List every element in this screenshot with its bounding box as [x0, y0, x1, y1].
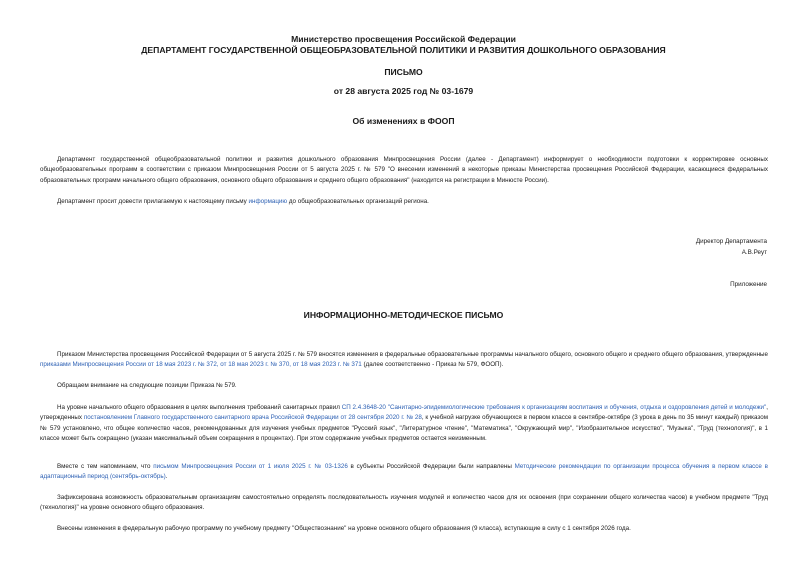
department-name: ДЕПАРТАМЕНТ ГОСУДАРСТВЕННОЙ ОБЩЕОБРАЗОВАТЕЛЬНОЙ ПОЛИТИКИ И РАЗВИТИЯ ДОШКОЛЬНОГО ОБРАЗОВАНИЯ — [141, 45, 666, 55]
paragraph-text: Вместе с тем напоминаем, что — [57, 463, 154, 470]
paragraph-text: (далее соответственно - Приказ № 579, ФООП). — [361, 361, 504, 369]
info-paragraph-2: Обращаем внимание на следующие позиции Приказа № 579. — [57, 382, 237, 389]
paragraph-text: На уровне начального общего образования в целях выполнения требований санитарных правил — [57, 404, 342, 411]
paragraph-text: , к учебной нагрузке обучающихся в первом классе в сентябре-октябре (3 урока в день по 35 минут каждый) приказом № 579 установлено, что общее количество часов, рекомендованных для изучения учебных предметов "Русский язык", "Литературное чтение", "Математика", "Окружающий мир", "Изобразительное искусство", "Музыка", "Труд (технология)", в 1 классе может быть сокращено (указан максимальный объем сокращения в процентах). При этом содержание учебных предметов остается неизменным. — [40, 414, 769, 442]
info-letter-title: ИНФОРМАЦИОННО-МЕТОДИЧЕСКОЕ ПИСЬМО — [303, 310, 504, 320]
appendix-label: Приложение — [730, 281, 767, 288]
resolution-link[interactable]: постановлением Главного государственного санитарного врача Российской Федерации от 28 сентября 2020 г. № 28 — [83, 414, 422, 422]
info-paragraph-3 — [40, 403, 768, 444]
document-subject: Об изменениях в ФООП — [352, 116, 455, 126]
info-paragraph-5: Зафиксирована возможность образовательным организациям самостоятельно определять последовательность изучения модулей и количество часов для их освоения (при сохранении общего количества часов) в учебном предмете "Труд (технология)" на уровне основного общего образования. — [40, 494, 768, 512]
signature-name: А.В.Реут — [741, 249, 767, 256]
letter-paragraph-1: Департамент государственной общеобразовательной политики и развития дошкольного образования Минпросвещения России (далее - Департамент) информирует о необходимости подготовки к корректировке основных общеобразовательных программ в соответствии с приказом Минпросвещения России от 5 августа 2025 г. № 579 "О внесении изменений в некоторые приказы Министерства просвещения Российской Федерации, касающиеся федеральных образовательных программ начального общего образования, основного общего образования и среднего общего образования" (находится на регистрации в Минюсте России). — [40, 156, 768, 184]
ministry-letter-link[interactable]: письмом Минпросвещения России от 1 июля 2025 г. № 03-1326 — [153, 463, 348, 470]
paragraph-text: . — [165, 473, 168, 481]
signature-position: Директор Департамента — [695, 238, 767, 245]
paragraph-text: в субъекты Российской Федерации были направлены — [347, 463, 515, 470]
document-date-number: от 28 августа 2025 год № 03-1679 — [333, 86, 474, 96]
paragraph-text: Департамент просит довести прилагаемую к настоящему письму — [57, 198, 249, 205]
methodical-recommendations-link[interactable]: Методические рекомендации по организации процесса обучения в первом классе в адаптационный период (сентябрь-октябрь) — [40, 463, 768, 481]
ministry-name: Министерство просвещения Российской Федерации — [291, 34, 516, 44]
information-link[interactable]: информацию — [248, 198, 288, 205]
sanitary-rules-link[interactable]: СП 2.4.3648-20 "Санитарно-эпидемиологические требования к организациям воспитания и обучения, отдыха и оздоровления детей и молодежи" — [341, 404, 767, 411]
paragraph-text: до общеобразовательных организаций региона. — [287, 198, 429, 205]
document-type: ПИСЬМО — [384, 67, 423, 77]
info-paragraph-4 — [40, 462, 768, 483]
info-paragraph-6: Внесены изменения в федеральную рабочую программу по учебному предмету "Обществознание" на уровне основного общего образования (9 класса), вступающие в силу с 1 сентября 2026 года. — [57, 525, 631, 532]
paragraph-text: , утвержденных — [40, 404, 768, 422]
info-paragraph-1 — [40, 350, 768, 371]
paragraph-text: Приказом Министерства просвещения Российской Федерации от 5 августа 2025 г. № 579 вносятся изменения в федеральные образовательные программы начального общего, основного общего и среднего общего образования, утвержденные — [57, 351, 768, 358]
orders-link[interactable]: приказами Минпросвещения России от 18 мая 2023 г. № 372, от 18 мая 2023 г. № 370, от 18 мая 2023 г. № 371 — [40, 361, 362, 369]
letter-paragraph-2 — [40, 197, 768, 207]
